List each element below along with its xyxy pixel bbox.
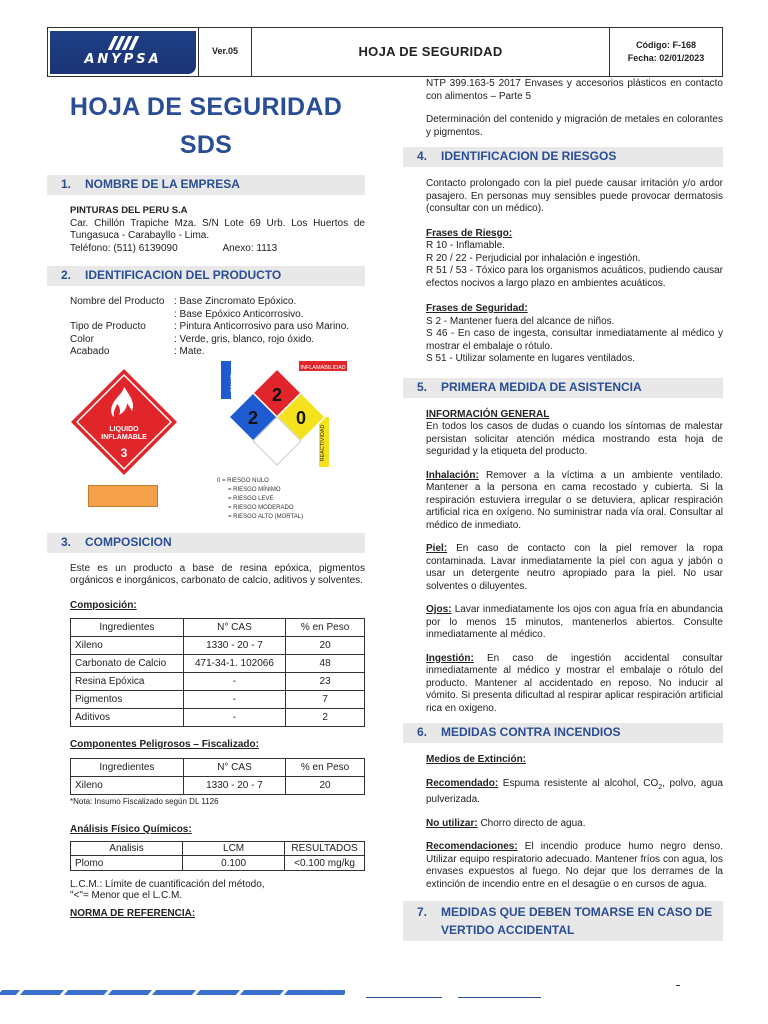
un-number-placard	[88, 485, 158, 507]
product-row: Tipo de Producto : Pintura Anticorrosivo para uso Marino.	[70, 321, 350, 332]
header-meta	[610, 28, 722, 76]
diamond-label-2: INFLAMABLE	[101, 433, 147, 441]
table-row: Plomo 0.100 <0.100 mg/kg	[71, 856, 365, 871]
section-number: 7.	[416, 905, 427, 919]
table-header-row: Ingredientes N° CAS % en Peso	[71, 758, 365, 776]
nfpa-flammability-label: INFLAMABILIDAD	[300, 364, 346, 371]
section-title: MEDIDAS CONTRA INCENDIOS	[441, 725, 621, 740]
right-column	[403, 78, 723, 941]
header-title: HOJA DE SEGURIDAD	[252, 28, 610, 76]
logo-stripes-icon	[111, 36, 136, 50]
table-header-row: Analisis LCM RESULTADOS	[71, 842, 365, 856]
product-row: Color : Verde, gris, blanco, rojo óxido.	[70, 333, 315, 345]
analysis-table	[70, 841, 365, 871]
section-number: 3.	[60, 534, 71, 549]
nfpa-legend: 0 = RIESGO NULO = RIESGO MÍNIMO = RIESGO LEVE = RIESGO MODERADO = RIESGO ALTO (MORTAL)	[217, 477, 304, 520]
company-address: Car. Chillón Trapiche Mza. S/N Lote 69 Urb. Los Huertos de Tungasuca - Carabayllo - Lima.	[70, 217, 365, 241]
page-title-line-2: SDS	[179, 131, 233, 159]
ingestion-paragraph: Ingestión: En caso de ingestión accidental consultar inmediatamente al médico y mostrar el embalaje o rótulo del producto. Mantener al accidentado en reposo. No inducir al vómito. Si presenta dificultad al respirar aplicar respiración artificial rica en oxigeno.	[426, 652, 723, 714]
section-5-heading	[403, 378, 723, 398]
dangerous-components-title: Componentes Peligrosos – Fiscalizado:	[70, 739, 259, 750]
product-info	[47, 296, 365, 359]
risk-phrase: R 20 / 22 - Perjudicial por inhalación e ingestión.	[426, 252, 641, 264]
nfpa-health-value: 2	[247, 407, 259, 428]
table-row: Xileno 1330 - 20 - 7 20	[71, 776, 365, 794]
company-phone: Teléfono: (511) 6139090	[70, 242, 178, 254]
general-info-title: INFORMACIÓN GENERAL	[426, 408, 550, 420]
footer-line-right	[458, 997, 541, 998]
reference-norm-title: NORMA DE REFERENCIA:	[70, 908, 196, 919]
company-name: PINTURAS DEL PERU S.A	[70, 205, 188, 216]
risk-phrases-title: Frases de Riesgo:	[426, 227, 513, 239]
logo-text: ANYPSA	[84, 51, 162, 67]
company-logo	[50, 31, 196, 74]
nfpa-reactivity-label: REACTIVIDAD	[320, 424, 326, 461]
determination-text: Determinación del contenido y migración de metales en colorantes y pigmentos.	[426, 114, 723, 138]
document-header	[47, 27, 723, 77]
nfpa-reactivity-value: 0	[295, 407, 307, 428]
fiscalized-note: *Nota: Insumo Fiscalizado según DL 1126	[70, 796, 219, 806]
company-contact	[70, 243, 365, 256]
nfpa-flammability-value: 2	[271, 384, 283, 405]
risk-phrase: R 51 / 53 - Tóxico para los organismos acuáticos, pudiendo causar efectos nocivos a largo plazo en ambientes acuáticos.	[426, 265, 723, 289]
document-date: Fecha: 02/01/2023	[627, 53, 705, 63]
risk-intro: Contacto prolongado con la piel puede causar irritación y/o ardor pasajero. En personas muy sensibles puede provocar dermatosis (consultar con un médico).	[426, 178, 723, 214]
company-info	[47, 205, 365, 255]
section-number: 5.	[416, 379, 427, 394]
recommendations-paragraph: Recomendaciones: El incendio produce humo negro denso. Utilizar equipo respiratorio adecuado. Mantener fríos con agua, los envases expuestos al fuego. No dejar que los derrames de la extinción de incendio entre en el desagüe o en cursos de agua.	[426, 841, 723, 890]
safety-phrases-title: Frases de Seguridad:	[426, 303, 528, 314]
safety-phrase: S 2 - Mantener fuera del alcance de niños.	[426, 315, 615, 327]
section-1-heading	[47, 175, 365, 195]
footer-stripes-decoration	[0, 984, 345, 1000]
page-title	[47, 88, 365, 164]
left-column	[47, 82, 365, 921]
recommended-paragraph: Recomendado: Espuma resistente al alcohol, $CO_2$, polvo, agua pulverizada.	[426, 777, 723, 805]
version-label: Ver.05	[199, 28, 252, 76]
section-4-heading	[403, 147, 723, 167]
safety-phrase: S 46 - En caso de ingesta, consultar inmediatamente al médico y mostrar el embalaje o rótulo.	[426, 328, 723, 352]
section-title: IDENTIFICACION DE RIESGOS	[441, 149, 617, 164]
section-number: 4.	[416, 149, 427, 164]
section-number: 2.	[60, 268, 71, 283]
table-row: Xileno 1330 - 20 - 7 20	[71, 637, 365, 655]
composition-table	[70, 618, 365, 727]
section-title: COMPOSICION	[85, 534, 172, 549]
dangerous-components-table	[70, 758, 365, 795]
diamond-class: 3	[120, 445, 128, 460]
do-not-use-paragraph: No utilizar: Chorro directo de agua.	[426, 817, 586, 829]
document-code: Código: F-168	[636, 39, 696, 50]
nfpa-diamond-icon	[207, 361, 347, 479]
logo-cell	[48, 28, 199, 76]
table-row: Aditivos - 2	[71, 709, 365, 727]
page-title-line-1: HOJA DE SEGURIDAD	[69, 93, 343, 121]
product-row: : Base Epóxico Anticorrosivo.	[174, 308, 304, 320]
table-row: Carbonato de Calcio 471-34-1. 102066 48	[71, 655, 365, 673]
footer-dash	[676, 985, 680, 986]
section-number: 1.	[60, 177, 71, 192]
flammable-liquid-icon	[69, 367, 179, 477]
section-number: 6.	[416, 725, 427, 740]
safety-phrase: S 51 - Utilizar solamente en lugares ventilados.	[426, 353, 635, 364]
footer-line-left	[366, 997, 442, 998]
lcm-note: L.C.M.: Límite de cuantificación del método, "<"= Menor que el L.C.M.	[70, 879, 265, 901]
section-2-heading	[47, 266, 365, 286]
section-title: NOMBRE DE LA EMPRESA	[85, 177, 240, 192]
ntp-reference: NTP 399.163-5 2017 Envases y accesorios plásticos en contacto con alimentos – Parte 5	[426, 78, 723, 102]
section-title: IDENTIFICACION DEL PRODUCTO	[85, 268, 282, 283]
nfpa-health-label: SALUD	[230, 373, 236, 392]
company-annex: Anexo: 1113	[222, 242, 278, 254]
risk-phrase: R 10 - Inflamable.	[426, 240, 505, 251]
table-header-row: Ingredientes N° CAS % en Peso	[71, 619, 365, 637]
product-row: Nombre del Producto : Base Zincromato Epóxico.	[70, 296, 297, 307]
skin-paragraph: Piel: En caso de contacto con la piel remover la ropa contaminada. Lavar inmediatamente la piel con agua y jabón o usar un detergente neutro apropiado para la piel. No usar solventes o diluyentes.	[426, 543, 723, 592]
extinction-media-title: Medios de Extinción:	[426, 754, 527, 765]
section-7-heading	[403, 901, 723, 941]
product-row: Acabado : Mate.	[70, 346, 205, 357]
general-info-text: En todos los casos de dudas o cuando los síntomas de malestar persistan solicitar atención médica mostrando esta hoja de seguridad y la etiqueta del producto.	[426, 421, 723, 457]
eyes-paragraph: Ojos: Lavar inmediatamente los ojos con agua fría en abundancia por lo menos 15 minutos, mantenerlos abiertos. Consulte inmediatamente al médico.	[426, 604, 723, 640]
inhalation-paragraph: Inhalación: Remover a la víctima a un ambiente ventilado. Mantener a la persona en cama recostado y cubierta. Si la respiración estuviera irregular o se detuviera, aplicar respiración artificial rica en oxígeno. No suministrar nada vía oral. Consultar al médico de inmediato.	[426, 469, 723, 531]
diamond-label-1: LIQUIDO	[109, 425, 139, 433]
table-row: Resina Epóxica - 23	[71, 673, 365, 691]
analysis-title: Análisis Físico Químicos:	[70, 823, 192, 835]
hazard-graphics	[47, 359, 365, 531]
section-title: MEDIDAS QUE DEBEN TOMARSE EN CASO DE VERTIDO ACCIDENTAL	[441, 905, 713, 937]
section-6-heading	[403, 723, 723, 743]
table-row: Pigmentos - 7	[71, 691, 365, 709]
section-3-heading	[47, 533, 365, 553]
composition-title: Composición:	[70, 599, 137, 611]
section-title: PRIMERA MEDIDA DE ASISTENCIA	[441, 379, 642, 394]
composition-intro: Este es un producto a base de resina epóxica, pigmentos orgánicos e inorgánicos, carbonato de calcio, aditivos y solventes.	[70, 562, 365, 586]
